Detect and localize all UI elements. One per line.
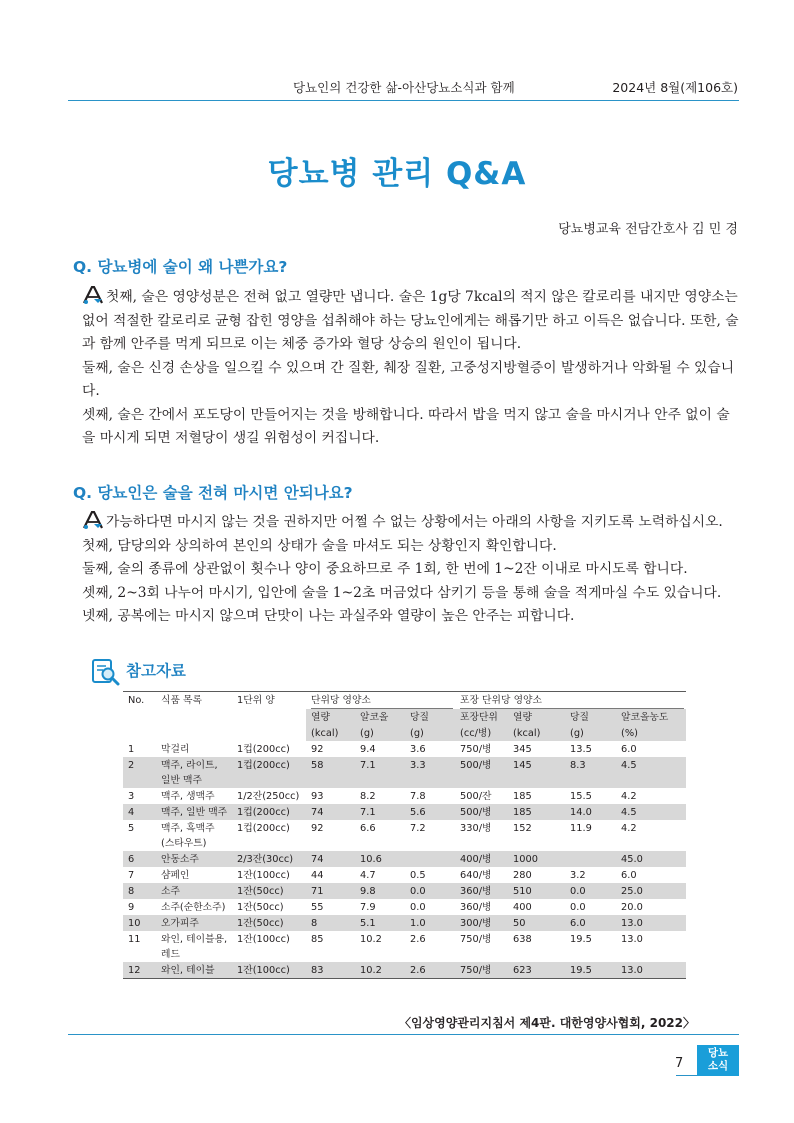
table-cell: 1000	[508, 851, 565, 867]
table-cell: 7	[128, 870, 135, 881]
answer-1-text-1: 첫째, 술은 영양성분은 전혀 없고 열량만 냅니다. 술은 1g당 7kcal의 적지 않은 칼로리를 내지만 영양소는 없어 적절한 칼로리로 균형 잡힌 영양을 섭취해야 하는 당뇨인에게는 해롭기만 하고 이득은 없습니다. 또한, 술과 함께 안주를 먹게 되므로 이는 체중 증가와 혈당 상승의 원인이 됩니다.	[82, 289, 739, 352]
table-cell: 15.5	[570, 791, 592, 802]
table-row	[123, 804, 686, 820]
header-no: No.	[123, 692, 156, 710]
table-cell: 750/병	[460, 934, 492, 945]
badge-line-2: 소식	[707, 1060, 729, 1072]
table-header-row-3	[123, 725, 686, 741]
header-unit: 1단위 양	[232, 692, 306, 710]
table-cell: 44	[311, 870, 324, 881]
table-cell: 5.6	[405, 804, 455, 820]
header-item: 식품 목록	[156, 692, 232, 710]
table-cell: 10.6	[355, 851, 405, 867]
table-cell	[565, 851, 616, 867]
table-cell: 맥주, 생맥주	[161, 791, 215, 802]
table-cell: 7.1	[355, 757, 405, 788]
unit-label: (%)	[616, 725, 686, 741]
magnifier-document-icon	[91, 656, 121, 686]
table-cell: 4.7	[360, 870, 376, 881]
table-cell: 638	[513, 934, 532, 945]
answer-1-paragraph-3: 셋째, 술은 간에서 포도당이 만들어지는 것을 방해합니다. 따라서 밥을 먹지 않고 술을 마시거나 안주 없이 술을 마시게 되면 저혈당이 생길 위험성이 커집니다.	[82, 406, 730, 446]
answer-a-icon	[82, 511, 104, 529]
table-cell: 8.2	[360, 791, 376, 802]
table-cell: 6	[123, 851, 156, 867]
table-cell: 93	[311, 791, 324, 802]
table-cell: 7.9	[360, 902, 376, 913]
table-row	[123, 820, 686, 851]
table-row	[123, 867, 686, 883]
unit-label: (g)	[405, 725, 455, 741]
table-cell: 500/잔	[460, 791, 492, 802]
table-cell: 400	[513, 902, 532, 913]
table-cell: 4.2	[621, 791, 637, 802]
table-cell: 10.2	[360, 934, 382, 945]
question-1-title: Q. 당뇨병에 술이 왜 나쁜가요?	[73, 258, 288, 276]
table-row	[123, 851, 686, 867]
table-cell: 152	[513, 823, 532, 834]
table-cell: 9.8	[355, 883, 405, 899]
table-cell: 8.3	[565, 757, 616, 788]
table-cell: 안동소주	[156, 851, 232, 867]
table-cell: 1잔(100cc)	[232, 962, 306, 979]
answer-2-paragraph-3: 둘째, 술의 종류에 상관없이 횟수나 양이 중요하므로 주 1회, 한 번에 1~2잔 이내로 마시도록 합니다.	[82, 561, 688, 577]
answer-2-text-1: 가능하다면 마시지 않는 것을 권하지만 어쩔 수 없는 상황에서는 아래의 사항을 지키도록 노력하십시오.	[106, 514, 723, 530]
table-cell: 10.2	[355, 962, 405, 979]
alcohol-nutrition-table-wrap	[123, 691, 686, 979]
issue-number: 2024년 8월(제106호)	[612, 80, 738, 95]
answer-2-paragraph-5: 넷째, 공복에는 마시지 않으며 단맛이 나는 과실주와 열량이 높은 안주는 피합니다.	[82, 608, 575, 624]
table-cell: 360/병	[460, 902, 492, 913]
table-cell: 500/병	[455, 804, 508, 820]
table-cell: 55	[311, 902, 324, 913]
table-cell	[405, 851, 455, 867]
subheader: 알코올농도	[616, 709, 686, 725]
table-row	[123, 915, 686, 931]
table-cell: 와인, 테이블용, 레드	[161, 934, 228, 960]
table-cell: 1잔(100cc)	[237, 870, 290, 881]
table-source: 〈임상영양관리지침서 제4판. 대한영양사협회, 2022〉	[398, 1016, 695, 1030]
footer-divider	[68, 1034, 739, 1035]
table-cell: 13.0	[621, 934, 643, 945]
header-divider	[68, 100, 739, 101]
table-cell: 74	[306, 804, 355, 820]
table-cell: 1컵(200cc)	[232, 757, 306, 788]
table-cell: 25.0	[616, 883, 686, 899]
table-cell: 0.5	[410, 870, 426, 881]
table-cell: 맥주, 일반 맥주	[156, 804, 232, 820]
table-cell: 750/병	[460, 744, 492, 755]
answer-2-paragraph-2: 첫째, 담당의와 상의하여 본인의 상태가 술을 마셔도 되는 상황인지 확인합니다.	[82, 537, 557, 554]
table-cell: 막걸리	[161, 744, 190, 755]
table-cell: 145	[508, 757, 565, 788]
answer-2	[82, 511, 742, 629]
page-title: 당뇨병 관리 Q&A	[267, 156, 527, 192]
table-cell: 1잔(100cc)	[237, 934, 290, 945]
table-cell: 640/병	[460, 870, 492, 881]
subheader: 열량	[508, 709, 565, 725]
subheader: 열량	[306, 709, 355, 725]
author-byline: 당뇨병교육 전담간호사 김 민 경	[558, 222, 738, 237]
table-row	[123, 788, 686, 804]
table-cell: 1	[128, 744, 135, 755]
page-number: 7	[675, 1056, 684, 1071]
table-cell: 13.5	[570, 744, 592, 755]
table-cell: 92	[311, 744, 324, 755]
subheader: 당질	[565, 709, 616, 725]
table-cell: 2.6	[405, 962, 455, 979]
table-cell: 92	[311, 823, 324, 834]
table-cell: 4.5	[616, 804, 686, 820]
unit-label: (cc/병)	[455, 725, 508, 741]
table-cell: 6.0	[621, 744, 637, 755]
table-cell: 2/3잔(30cc)	[232, 851, 306, 867]
table-header-row-2	[123, 709, 686, 725]
table-cell: 8	[306, 915, 355, 931]
table-cell: 360/병	[455, 883, 508, 899]
table-cell: 3.2	[570, 870, 586, 881]
unit-label: (g)	[355, 725, 405, 741]
table-cell: 45.0	[616, 851, 686, 867]
table-cell: 1잔(50cc)	[232, 883, 306, 899]
table-cell: 1컵(200cc)	[237, 744, 290, 755]
answer-2-paragraph-4: 셋째, 2~3회 나누어 마시기, 입안에 술을 1~2초 머금었다 삼키기 등을 통해 술을 적게마실 수도 있습니다.	[82, 584, 722, 601]
unit-label: (kcal)	[306, 725, 355, 741]
table-cell: 1잔(50cc)	[237, 902, 284, 913]
table-row	[123, 962, 686, 979]
subheader: 당질	[405, 709, 455, 725]
table-row	[123, 931, 686, 962]
answer-1	[82, 286, 742, 451]
page-header	[0, 78, 794, 98]
table-cell: 6.0	[621, 870, 637, 881]
table-cell: 185	[513, 791, 532, 802]
table-cell: 6.0	[565, 915, 616, 931]
table-cell: 5.1	[355, 915, 405, 931]
table-cell: 400/병	[455, 851, 508, 867]
table-row	[123, 741, 686, 757]
unit-label: (kcal)	[508, 725, 565, 741]
table-cell: 1.0	[405, 915, 455, 931]
table-cell: 7.8	[410, 791, 426, 802]
table-cell: 345	[513, 744, 532, 755]
table-cell: 19.5	[570, 934, 592, 945]
table-cell: 3.3	[405, 757, 455, 788]
table-cell: 4.2	[621, 823, 637, 834]
unit-label: (g)	[565, 725, 616, 741]
table-cell: 1잔(50cc)	[232, 915, 306, 931]
table-cell: 330/병	[460, 823, 492, 834]
table-row	[123, 899, 686, 915]
table-cell: 58	[306, 757, 355, 788]
table-header-row-1	[123, 692, 686, 710]
table-cell: 83	[306, 962, 355, 979]
reference-label: 참고자료	[126, 662, 186, 680]
answer-2-paragraph-1	[82, 511, 742, 535]
table-cell: 11.9	[570, 823, 592, 834]
table-cell: 9.4	[360, 744, 376, 755]
publication-name: 당뇨인의 건강한 삶-아산당뇨소식과 함께	[293, 80, 515, 95]
table-cell: 0.0	[570, 902, 586, 913]
subheader: 알코올	[355, 709, 405, 725]
table-cell: 300/병	[455, 915, 508, 931]
header-group-per-unit: 단위당 영양소	[306, 692, 455, 710]
question-2-title: Q. 당뇨인은 술을 전혀 마시면 안되나요?	[73, 484, 353, 502]
table-cell: 280	[513, 870, 532, 881]
table-cell: 750/병	[455, 962, 508, 979]
header-group-per-package: 포장 단위당 영양소	[455, 692, 686, 710]
table-cell: 8	[123, 883, 156, 899]
table-cell: 1컵(200cc)	[237, 823, 290, 834]
table-cell: 12	[123, 962, 156, 979]
table-cell: 20.0	[621, 902, 643, 913]
table-cell: 9	[128, 902, 135, 913]
answer-a-icon	[82, 286, 104, 304]
table-cell: 0.0	[410, 902, 426, 913]
table-cell: 샴페인	[161, 870, 190, 881]
table-cell: 13.0	[616, 915, 686, 931]
table-cell: 4.5	[616, 757, 686, 788]
table-cell: 11	[128, 934, 141, 945]
table-cell: 오가피주	[156, 915, 232, 931]
table-cell: 1컵(200cc)	[232, 804, 306, 820]
subheader: 포장단위	[455, 709, 508, 725]
table-row	[123, 757, 686, 788]
table-cell: 185	[508, 804, 565, 820]
table-cell: 14.0	[565, 804, 616, 820]
table-cell: 85	[311, 934, 324, 945]
badge-line-1: 당뇨	[707, 1047, 729, 1059]
table-cell: 500/병	[455, 757, 508, 788]
table-cell: 4	[123, 804, 156, 820]
table-cell: 3	[128, 791, 135, 802]
table-cell: 74	[306, 851, 355, 867]
table-cell: 3.6	[410, 744, 426, 755]
alcohol-nutrition-table	[123, 691, 686, 979]
table-cell: 19.5	[565, 962, 616, 979]
newsletter-badge	[697, 1045, 739, 1076]
table-cell: 2.6	[410, 934, 426, 945]
table-cell: 5	[128, 823, 135, 834]
table-cell: 71	[306, 883, 355, 899]
table-cell: 13.0	[616, 962, 686, 979]
table-cell: 0.0	[405, 883, 455, 899]
table-cell: 10	[123, 915, 156, 931]
table-row	[123, 883, 686, 899]
table-cell: 맥주, 흑맥주 (스타우트)	[161, 823, 215, 849]
table-cell: 7.1	[355, 804, 405, 820]
answer-1-paragraph-1	[82, 286, 742, 357]
table-cell: 소주(순한소주)	[161, 902, 226, 913]
answer-1-paragraph-2: 둘째, 술은 신경 손상을 일으킬 수 있으며 간 질환, 췌장 질환, 고중성지방혈증이 발생하거나 악화될 수 있습니다.	[82, 359, 735, 399]
table-cell: 0.0	[565, 883, 616, 899]
table-body	[123, 741, 686, 979]
table-cell: 623	[508, 962, 565, 979]
table-cell: 1/2잔(250cc)	[237, 791, 300, 802]
table-cell: 2	[123, 757, 156, 788]
table-cell: 소주	[156, 883, 232, 899]
table-cell: 7.2	[410, 823, 426, 834]
table-cell: 50	[508, 915, 565, 931]
table-cell: 맥주, 라이트, 일반 맥주	[156, 757, 232, 788]
table-cell: 510	[508, 883, 565, 899]
table-cell: 6.6	[360, 823, 376, 834]
table-cell: 와인, 테이블	[156, 962, 232, 979]
